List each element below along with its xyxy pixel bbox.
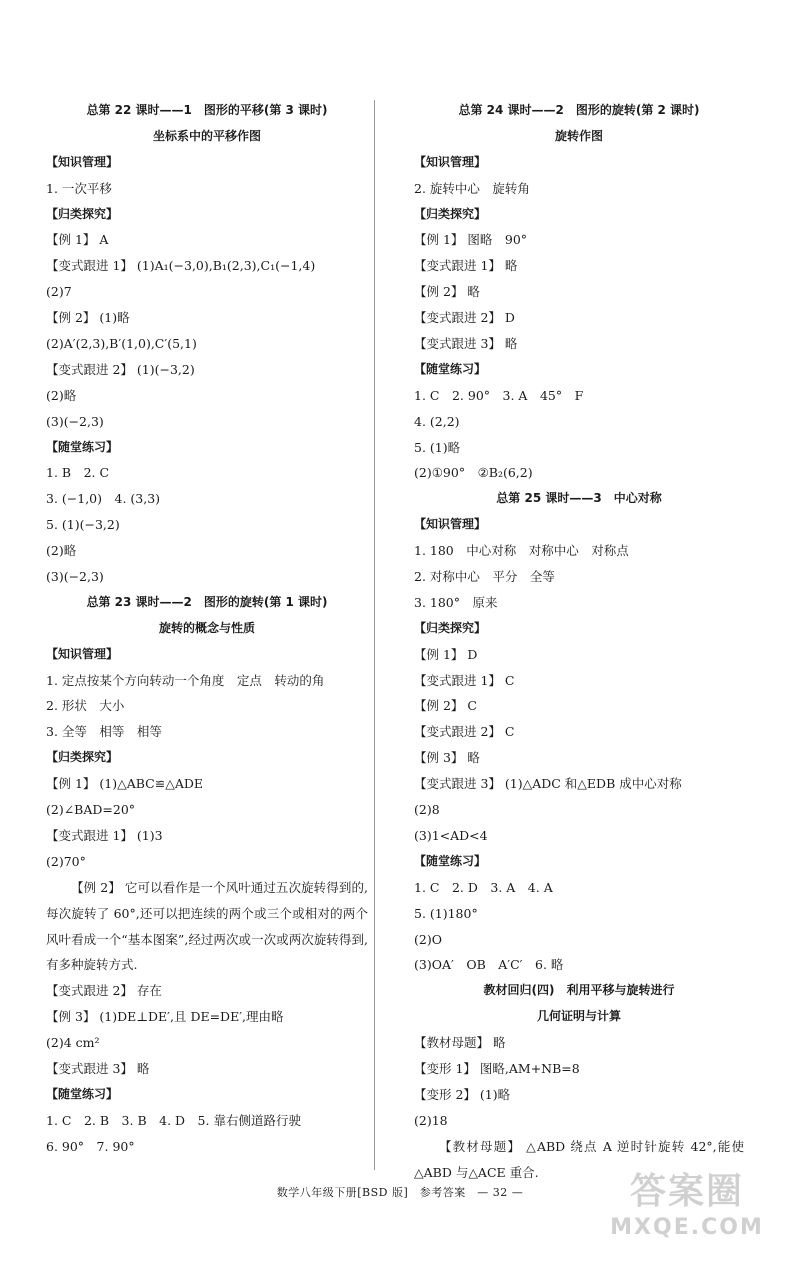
answer-line: 【变形 1】 图略,AM+NB=8 [414, 1060, 580, 1076]
answer-line: 【变式跟进 2】 C [414, 724, 515, 740]
answer-line: 【例 1】 D [414, 646, 478, 662]
lesson-title: 总第 24 课时——2 图形的旋转(第 2 课时) [458, 103, 700, 117]
section-heading: 【随堂练习】 [414, 361, 487, 376]
answer-line: (2)70° [46, 853, 86, 869]
section-heading: 【归类探究】 [46, 750, 119, 765]
answer-line: 【变式跟进 2】 D [414, 310, 515, 326]
answer-line: 5. (1)略 [414, 439, 461, 455]
answer-line: 1. 180 中心对称 对称中心 对称点 [414, 543, 629, 559]
answer-line: 【例 3】 略 [414, 750, 480, 766]
answer-line: 【例 2】 (1)略 [46, 310, 130, 326]
answer-paragraph: 【教材母题】 △ABD 绕点 A 逆时针旋转 42°,能使△ABD 与△ACE 重合. [414, 1138, 744, 1180]
lesson-title: 总第 25 课时——3 中心对称 [496, 491, 662, 506]
section-heading: 【归类探究】 [46, 206, 119, 221]
answer-line: 3. 180° 原来 [414, 594, 498, 610]
section-heading: 【随堂练习】 [46, 439, 119, 454]
answer-line: 【变式跟进 2】 (1)(−3,2) [46, 361, 195, 377]
answer-line: 1. 一次平移 [46, 180, 112, 196]
answer-line: 4. (2,2) [414, 413, 460, 429]
page-footer: 数学八年级下册[BSD 版] 参考答案 — 32 — [276, 1186, 524, 1199]
answer-line: 1. C 2. D 3. A 4. A [414, 879, 553, 895]
section-heading: 【归类探究】 [414, 206, 487, 221]
answer-line: 【变式跟进 1】 (1)A₁(−3,0),B₁(2,3),C₁(−1,4) [46, 258, 316, 274]
answer-line: (2)略 [46, 387, 77, 403]
answer-line: 【变式跟进 3】 略 [414, 336, 518, 352]
answer-line: 6. 90° 7. 90° [46, 1138, 135, 1154]
answer-line: 【变形 2】 (1)略 [414, 1086, 511, 1102]
answer-line: 【例 2】 C [414, 698, 477, 714]
answer-line: 3. 全等 相等 相等 [46, 724, 162, 740]
column-divider [374, 100, 375, 1170]
answer-line: 【变式跟进 1】 略 [414, 258, 518, 274]
answer-line: 1. B 2. C [46, 465, 110, 481]
answer-line: (2)O [414, 931, 442, 947]
answer-line: 5. (1)(−3,2) [46, 517, 120, 533]
section-heading: 【知识管理】 [46, 646, 119, 661]
lesson-title: 几何证明与计算 [536, 1009, 621, 1024]
answer-line: 【变式跟进 1】 (1)3 [46, 827, 163, 843]
answer-line: 【例 2】 略 [414, 284, 480, 300]
lesson-title: 总第 22 课时——1 图形的平移(第 3 课时) [86, 103, 328, 117]
answer-line: (2)略 [46, 543, 77, 559]
answer-line: (3)1<AD<4 [414, 827, 488, 843]
section-heading: 【随堂练习】 [46, 1086, 119, 1101]
answer-line: (3)OA′ OB A′C′ 6. 略 [414, 957, 564, 973]
answer-line: 2. 对称中心 平分 全等 [414, 569, 555, 585]
lesson-title: 旋转作图 [554, 128, 603, 143]
watermark-logo [592, 1170, 782, 1250]
answer-line: 【变式跟进 2】 存在 [46, 983, 162, 999]
watermark-url: MXQE.COM [610, 1215, 764, 1240]
answer-line: 【变式跟进 1】 C [414, 672, 515, 688]
answer-line: (2)∠BAD=20° [46, 802, 136, 818]
lesson-title: 旋转的概念与性质 [158, 620, 255, 635]
answer-line: 【变式跟进 3】 (1)△ADC 和△EDB 成中心对称 [414, 776, 682, 792]
answer-line: (2)8 [414, 802, 440, 818]
left-column [46, 98, 368, 1160]
answer-line: 【例 3】 (1)DE⊥DE′,且 DE=DE′,理由略 [46, 1009, 284, 1025]
answer-line: 2. 旋转中心 旋转角 [414, 180, 530, 196]
answer-line: 2. 形状 大小 [46, 698, 125, 714]
answer-line: (2)7 [46, 284, 72, 300]
lesson-title: 教材回归(四) 利用平移与旋转进行 [483, 983, 675, 998]
section-heading: 【知识管理】 [46, 154, 119, 169]
section-heading: 【随堂练习】 [414, 853, 487, 868]
answer-line: 5. (1)180° [414, 905, 478, 921]
answer-line: 3. (−1,0) 4. (3,3) [46, 491, 161, 507]
answer-line: (2)4 cm² [46, 1035, 100, 1051]
answer-line: 1. 定点按某个方向转动一个角度 定点 转动的角 [46, 672, 325, 688]
answer-line: (2)①90° ②B₂(6,2) [414, 465, 533, 481]
answer-line: 【教材母题】 略 [414, 1035, 506, 1051]
answer-line: (3)(−2,3) [46, 413, 104, 429]
answer-paragraph: 【例 2】 它可以看作是一个风叶通过五次旋转得到的,每次旋转了 60°,还可以把连续的两个或三个或相对的两个风叶看成一个“基本图案”,经过两次或一次或两次旋转得到,有多种旋转方式. [46, 879, 368, 973]
section-heading: 【知识管理】 [414, 517, 487, 532]
lesson-title: 坐标系中的平移作图 [152, 128, 261, 143]
section-heading: 【归类探究】 [414, 620, 487, 635]
answer-line: 【例 1】 (1)△ABC≌△ADE [46, 776, 203, 792]
watermark-text: 答案圈 [629, 1171, 744, 1212]
right-column [414, 98, 744, 1185]
lesson-title: 总第 23 课时——2 图形的旋转(第 1 课时) [86, 594, 328, 609]
answer-line: (3)(−2,3) [46, 569, 104, 585]
answer-line: 1. C 2. 90° 3. A 45° F [414, 387, 584, 403]
answer-line: (2)A′(2,3),B′(1,0),C′(5,1) [46, 336, 197, 352]
answer-line: 【例 1】 A [46, 232, 109, 248]
answer-line: (2)18 [414, 1112, 448, 1128]
answer-line: 【例 1】 图略 90° [414, 232, 528, 248]
answer-line: 【变式跟进 3】 略 [46, 1060, 150, 1076]
section-heading: 【知识管理】 [414, 154, 487, 169]
answer-line: 1. C 2. B 3. B 4. D 5. 靠右侧道路行驶 [46, 1112, 301, 1128]
